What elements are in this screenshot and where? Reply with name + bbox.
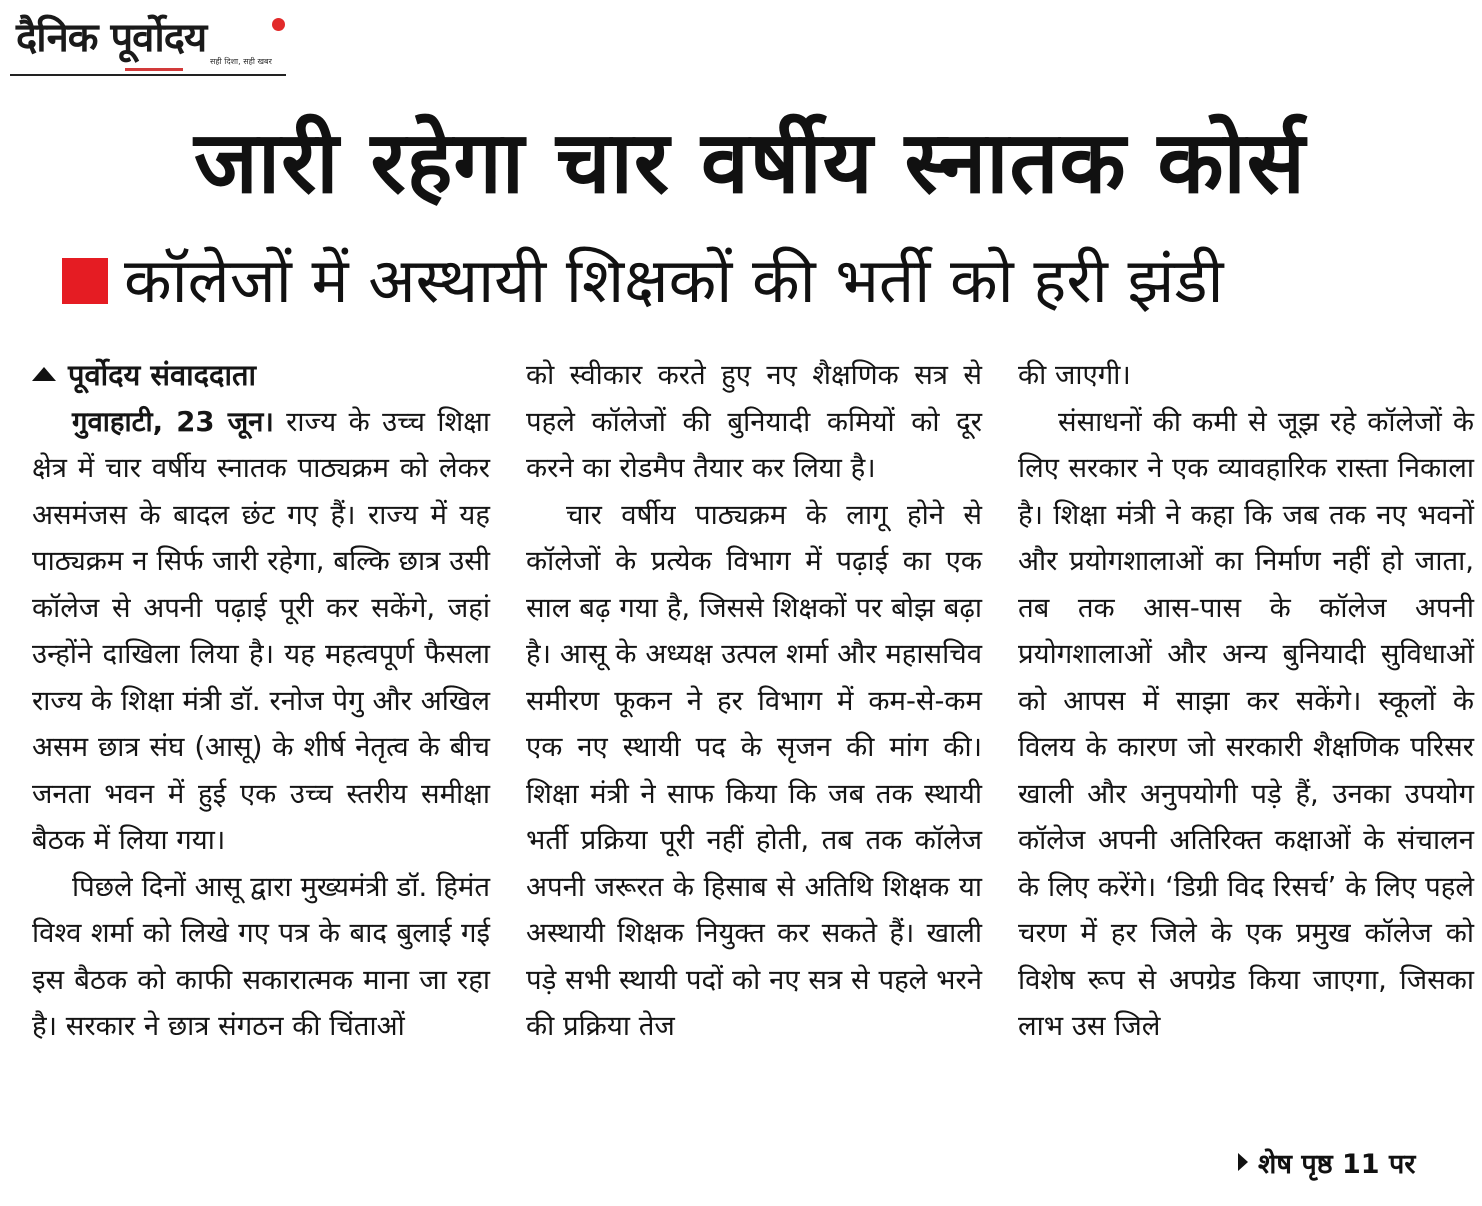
subhead-bullet-icon [62,258,108,304]
article-column-3 [1018,352,1474,1050]
masthead [10,8,286,74]
article-paragraph: की जाएगी। [1018,359,1131,391]
lead-text: राज्य के उच्च शिक्षा क्षेत्र में चार वर्षीय स्नातक पाठ्यक्रम को लेकर असमंजस के बादल छंट गए हैं। राज्य में यह पाठ्यक्रम न सिर्फ जारी रहेगा, बल्कि छात्र उसी कॉलेज से अपनी पढ़ाई पूरी कर सकेंगे, जहां उन्होंने दाखिला लिया है। यह महत्वपूर्ण फैसला राज्य के शिक्षा मंत्री डॉ. रनोज पेगु और अखिल असम छात्र संघ (आसू) के शीर्ष नेतृत्व के बीच जनता भवन में हुई एक उच्च स्तरीय समीक्षा बैठक में लिया गया। [32,405,490,856]
masthead-accent-strip [125,68,183,71]
byline [32,352,490,399]
dateline: गुवाहाटी, 23 जून। [72,405,274,438]
article-paragraph: पिछले दिनों आसू द्वारा मुख्यमंत्री डॉ. हिमंत विश्व शर्मा को लिखे गए पत्र के बाद बुलाई गई इस बैठक को काफी सकारात्मक माना जा रहा है। सरकार ने छात्र संगठन की चिंताओं [32,870,490,1042]
masthead-divider [10,74,286,76]
continued-on-page [1238,1144,1415,1181]
article-paragraph: संसाधनों की कमी से जूझ रहे कॉलेजों के लिए सरकार ने एक व्यावहारिक रास्ता निकाला है। शिक्षा मंत्री ने कहा कि जब तक नए भवनों और प्रयोगशालाओं का निर्माण नहीं हो जाता, तब तक आस-पास के कॉलेज अपनी प्रयोगशालाओं और अन्य बुनियादी सुविधाओं को आपस में साझा कर सकेंगे। स्कूलों के विलय के कारण जो सरकारी शैक्षणिक परिसर खाली और अनुपयोगी पड़े हैं, उनका उपयोग कॉलेज अपनी अतिरिक्त कक्षाओं के संचालन के लिए करेंगे। ‘डिग्री विद रिसर्च’ के लिए पहले चरण में हर जिले के एक प्रमुख कॉलेज को विशेष रूप से अपग्रेड किया जाएगा, जिसका लाभ उस जिले [1018,405,1474,1042]
continued-text: शेष पृष्ठ 11 पर [1258,1149,1416,1180]
article-paragraph: को स्वीकार करते हुए नए शैक्षणिक सत्र से पहले कॉलेजों की बुनियादी कमियों को दूर करने का रोडमैप तैयार कर लिया है। [526,359,982,484]
article-subheadline: कॉलेजों में अस्थायी शिक्षकों की भर्ती को हरी झंडी [124,244,1224,317]
article-column-1 [32,352,490,1050]
article-column-2 [526,352,982,1050]
byline-text: पूर्वोदय संवाददाता [68,358,257,392]
article-paragraph: चार वर्षीय पाठ्यक्रम के लागू होने से कॉलेजों के प्रत्येक विभाग में पढ़ाई का एक साल बढ़ गया है, जिससे शिक्षकों पर बोझ बढ़ा है। आसू के अध्यक्ष उत्पल शर्मा और महासचिव समीरण फूकन ने हर विभाग में कम-से-कम एक नए स्थायी पद के सृजन की मांग की। शिक्षा मंत्री ने साफ किया कि जब तक स्थायी भर्ती प्रक्रिया पूरी नहीं होती, तब तक कॉलेज अपनी जरूरत के हिसाब से अतिथि शिक्षक या अस्थायी शिक्षक नियुक्त कर सकते हैं। खाली पड़े सभी स्थायी पदों को नए सत्र से पहले भरने की प्रक्रिया तेज [526,498,982,1042]
masthead-logo-title: दैनिक पूर्वोदय [16,15,207,61]
continue-arrow-icon [1238,1153,1248,1171]
article-lead-paragraph [32,399,490,864]
byline-triangle-icon [32,367,56,381]
masthead-tagline: सही दिशा, सही खबर [210,57,272,66]
article-headline: जारी रहेगा चार वर्षीय स्नातक कोर्स [194,113,1306,213]
logo-dot-icon [272,18,285,31]
